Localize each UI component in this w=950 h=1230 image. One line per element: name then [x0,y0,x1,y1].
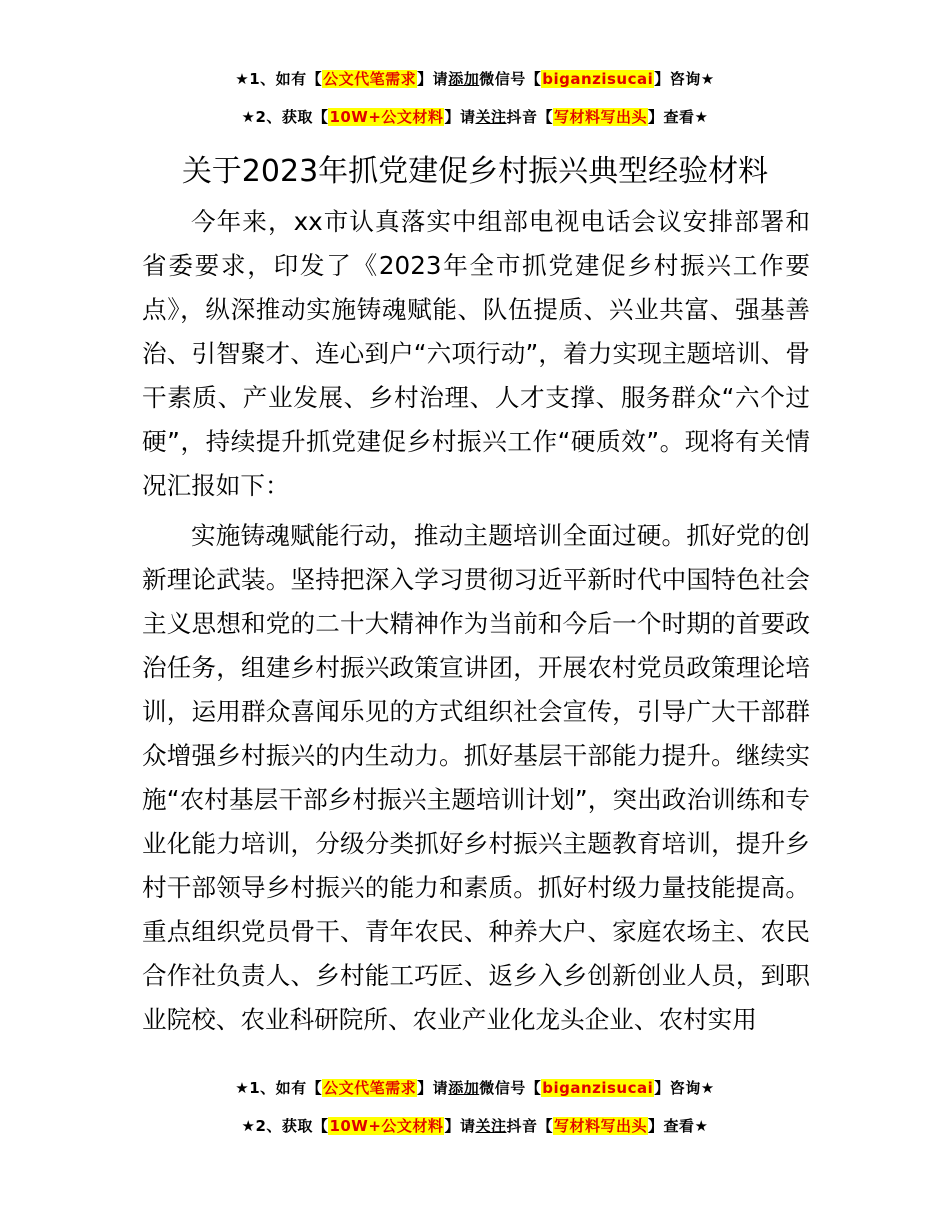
banner-highlight: 公文代笔需求 [323,1079,417,1097]
banner-highlight: 10W+公文材料 [329,108,444,126]
body-paragraph-1: 今年来，xx市认真落实中组部电视电话会议安排部署和省委要求，印发了《2023年全市抓党建促乡村振兴工作要点》，纵深推动实施铸魂赋能、队伍提质、兴业共富、强基善治、引智聚才、连心到户“六项行动”，着力实现主题培训、骨干素质、产业发展、乡村治理、人才支撑、服务群众“六个过硬”，持续提升抓党建促乡村振兴工作“硬质效”。现将有关情况汇报如下： [142,207,810,500]
banner-text: ★1、如有【 [235,70,323,88]
document-title: 关于2023年抓党建促乡村振兴典型经验材料 [181,154,769,189]
banner-text: ★2、获取【 [241,1117,329,1135]
banner-text: 微信号【 [479,1079,542,1097]
banner-text: 抖音【 [506,108,553,126]
footer-banner-line-2 [0,1115,950,1136]
banner-text: 】请 [417,70,449,88]
banner-text: 】咨询★ [654,1079,715,1097]
banner-text: 】请 [417,1079,449,1097]
banner-text: 】查看★ [648,108,709,126]
banner-highlight: 10W+公文材料 [329,1117,444,1135]
banner-douyin-account: 写材料写出头 [553,108,647,126]
banner-text: 】咨询★ [654,70,715,88]
banner-underlined-text: 添加 [448,1079,480,1097]
header-banner-line-2 [0,106,950,127]
banner-text: 】请 [444,1117,476,1135]
banner-wechat-id: biganzisucai [542,1079,654,1097]
body-paragraph-2: 实施铸魂赋能行动，推动主题培训全面过硬。抓好党的创新理论武装。坚持把深入学习贯彻习近平新时代中国特色社会主义思想和党的二十大精神作为当前和今后一个时期的首要政治任务，组建乡村振兴政策宣讲团，开展农村党员政策理论培训，运用群众喜闻乐见的方式组织社会宣传，引导广大干部群众增强乡村振兴的内生动力。抓好基层干部能力提升。继续实施“农村基层干部乡村振兴主题培训计划”，突出政治训练和专业化能力培训，分级分类抓好乡村振兴主题教育培训，提升乡村干部领导乡村振兴的能力和素质。抓好村级力量技能提高。重点组织党员骨干、青年农民、种养大户、家庭农场主、农民合作社负责人、乡村能工巧匠、返乡入乡创新创业人员，到职业院校、农业科研院所、农业产业化龙头企业、农村实用 [142,521,811,1034]
banner-underlined-text: 添加 [448,70,480,88]
banner-douyin-account: 写材料写出头 [553,1117,647,1135]
footer-banner-line-1 [0,1077,950,1098]
banner-wechat-id: biganzisucai [542,70,654,88]
banner-underlined-text: 关注 [475,1117,507,1135]
header-banner-line-1 [0,68,950,89]
banner-text: 】请 [444,108,476,126]
banner-text: ★1、如有【 [235,1079,323,1097]
banner-text: 微信号【 [479,70,542,88]
banner-text: 抖音【 [506,1117,553,1135]
banner-text: ★2、获取【 [241,108,329,126]
banner-text: 】查看★ [648,1117,709,1135]
banner-highlight: 公文代笔需求 [323,70,417,88]
banner-underlined-text: 关注 [475,108,507,126]
